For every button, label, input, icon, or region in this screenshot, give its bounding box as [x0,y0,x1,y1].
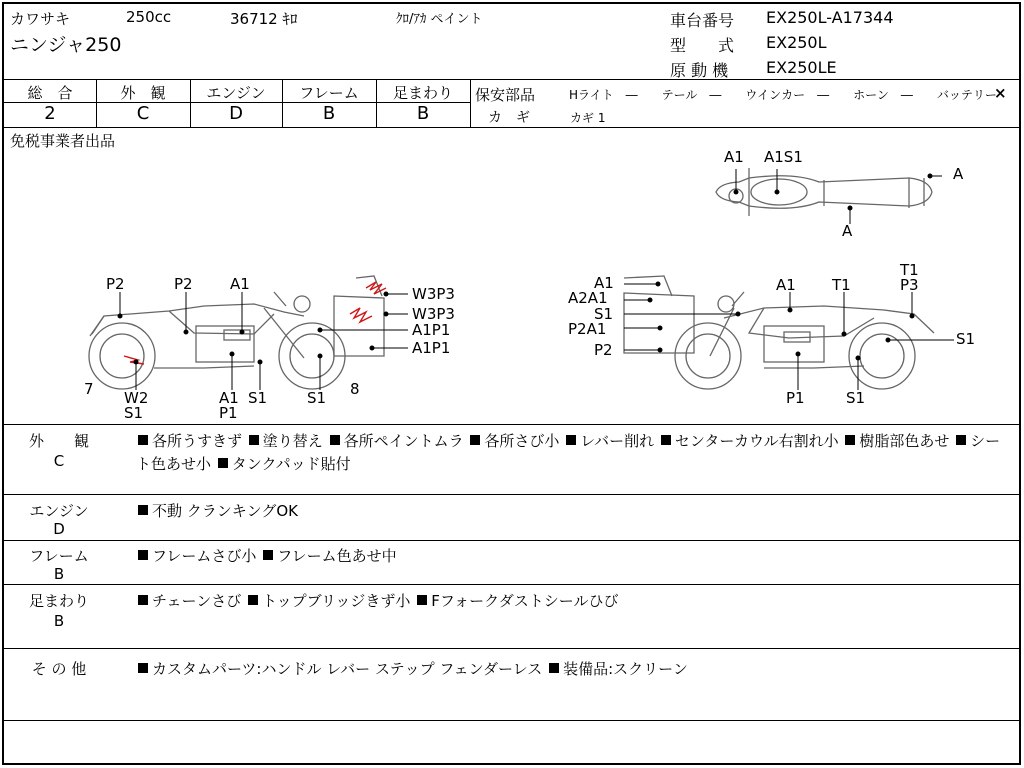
label-top-a-rear: A [953,165,964,183]
divider [4,648,1019,649]
label-left: S1 [124,404,144,422]
remark-item: カスタムパーツ:ハンドル レバー ステップ フェンダーレス [152,660,543,678]
bullet-icon [470,435,480,445]
label-right: A1 [776,276,796,294]
remark-label-frame: フレーム [29,547,89,565]
remark-item: 装備品:スクリーン [563,660,688,678]
tax-note: 免税事業者出品 [10,132,116,150]
label-left: 7 [84,380,94,398]
label-left: P2 [174,275,193,293]
remark-item: 各所さび小 [484,432,560,450]
displacement: 250cc [126,8,172,26]
remark-label-exterior: 外 観 [28,432,89,450]
damage-marks [124,282,386,364]
bullet-icon [249,435,259,445]
grade-header-overall: 総 合 [27,84,73,102]
divider [4,494,1019,495]
remark-grade-suspension: B [53,612,65,630]
label-top-a-bottom: A [842,222,853,240]
bullet-icon [956,435,966,445]
bullet-icon [566,435,576,445]
remark-frame-items [136,545,397,566]
label-right: P3 [900,276,919,294]
remark-item: 塗り替え [262,432,323,450]
remark-item: Fフォークダストシールひび [431,592,619,610]
label-right: A2A1 [568,289,608,307]
label-left: A1 [219,389,239,407]
label-right: A1 [594,274,614,292]
mileage: 36712 ｷﾛ [230,10,298,28]
divider [4,424,1019,425]
remark-label-suspension: 足まわり [28,592,89,610]
remark-grade-engine: D [53,520,65,538]
battery-mark: × [994,84,1007,102]
label-right: T1 [832,276,851,294]
label-left: 8 [350,380,360,398]
bullet-icon [549,663,559,673]
bullet-icon [845,435,855,445]
type-label: 型 式 [670,36,735,55]
key-label: カ ギ [488,110,530,126]
label-left: W3P3 [412,305,455,323]
remark-item: トップブリッジきず小 [262,592,411,610]
label-left: W3P3 [412,285,455,303]
label-right: T1 [900,261,919,279]
frame-no: EX250L-A17344 [766,8,894,27]
bullet-icon [417,595,427,605]
model-name: ニンジャ250 [10,34,122,56]
divider [4,720,1019,721]
label-left: P2 [106,275,125,293]
label-left: W2 [124,389,149,407]
remark-item: レバー削れ [580,432,655,450]
label-left: S1 [248,389,268,407]
label-left: A1P1 [412,321,451,339]
remark-grade-exterior: C [53,452,65,470]
remark-item: 不動 クランキングOK [152,502,298,520]
label-right: S1 [846,389,866,407]
bullet-icon [138,550,148,560]
divider [470,79,471,127]
remark-item: 各所ペイントムラ [343,432,464,450]
remark-item: シート色あせ小 [136,432,1001,473]
grade-suspension: B [416,103,430,124]
bullet-icon [330,435,340,445]
safety-items: Hライト ― テール ― ウインカー ― ホーン ― バッテリー [569,88,997,102]
remark-item: チェーンさび [152,592,242,610]
grade-exterior: C [136,103,150,124]
motorcycle-diagram [4,128,1019,428]
remark-suspension-items [136,590,618,611]
remark-item: センターカウル右割れ小 [674,432,839,450]
remark-grade-frame: B [53,565,65,583]
engine-value: EX250LE [766,58,837,77]
remark-item: フレーム色あせ中 [277,547,397,565]
divider [4,79,1019,80]
label-left: A1P1 [412,339,451,357]
remark-label-other: そ の 他 [31,660,87,678]
top-view [716,168,932,216]
color: ｸﾛ/ｱｶ ペイント [396,12,483,27]
label-top-a1: A1 [724,148,744,166]
engine-label: 原 動 機 [670,61,729,80]
grade-header-engine: エンジン [206,84,266,102]
grade-frame: B [322,103,336,124]
label-right: P2A1 [568,320,607,338]
remark-other-items [136,658,688,679]
frame-no-label: 車台番号 [670,11,735,30]
bullet-icon [218,458,228,468]
type-value: EX250L [766,33,827,52]
remark-exterior-items [136,430,1012,476]
grade-engine: D [229,103,243,124]
bullet-icon [138,595,148,605]
safety-label: 保安部品 [475,86,536,104]
label-top-a1s1: A1S1 [764,148,803,166]
grade-overall: 2 [44,103,56,124]
label-right: P2 [594,341,613,359]
remark-item: 樹脂部色あせ [859,432,950,450]
divider [4,540,1019,541]
remark-item: タンクパッド貼付 [231,455,351,473]
divider [4,584,1019,585]
bullet-icon [661,435,671,445]
label-left: A1 [230,275,250,293]
remark-item: フレームさび小 [152,547,257,565]
bullet-icon [138,663,148,673]
remark-item: 各所うすきず [152,432,243,450]
label-left: P1 [219,404,238,422]
label-left: S1 [307,389,327,407]
grade-header-exterior: 外 観 [120,84,166,102]
grade-header-frame: フレーム [299,84,359,102]
bullet-icon [138,505,148,515]
bullet-icon [138,435,148,445]
key-value: カギ 1 [570,111,606,125]
label-right: S1 [594,305,614,323]
remark-engine-items [136,500,298,521]
label-right: S1 [956,330,976,348]
maker: カワサキ [10,10,71,28]
bullet-icon [263,550,273,560]
auction-sheet [2,2,1021,765]
remark-label-engine: エンジン [29,502,89,520]
grade-header-suspension: 足まわり [392,84,453,102]
label-right: P1 [786,389,805,407]
bullet-icon [248,595,258,605]
